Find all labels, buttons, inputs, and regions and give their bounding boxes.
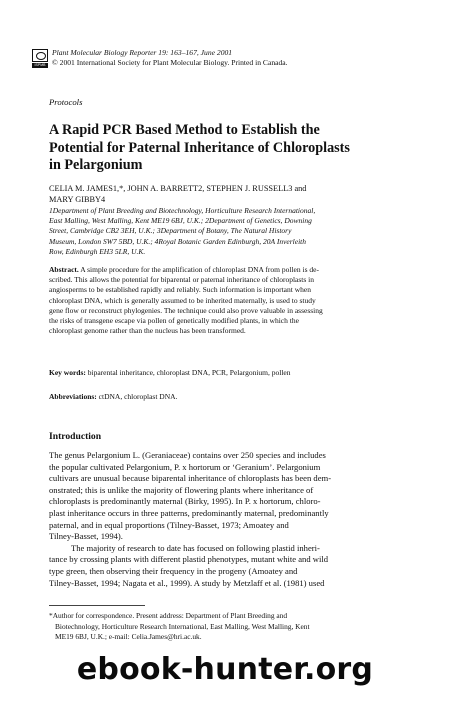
- introduction-heading: Introduction: [49, 431, 102, 442]
- body-line: cultivars are unusual because biparental inheritance of chloroplasts has been dem-: [49, 473, 332, 484]
- body-line: the popular cultivated Pelargonium, P. x hortorum or ‘Geranium’. Pelargonium: [49, 461, 321, 472]
- body-line: onstrated; this is unlike the majority of flowering plants where inheritance of: [49, 484, 314, 495]
- abstract-line: A simple procedure for the amplification of chloroplast DNA from pollen is de-: [80, 265, 319, 274]
- title-line: Potential for Paternal Inheritance of Chloroplasts: [49, 139, 350, 156]
- footnote: [49, 611, 411, 643]
- affiliations: [49, 206, 411, 257]
- abbreviations-text: ctDNA, chloroplast DNA.: [98, 392, 178, 401]
- footnote-line: ME19 6BJ, U.K.; e-mail: Celia.James@hri.ac.uk.: [55, 632, 202, 642]
- body-line: paternal, and in equal proportions (Tilney-Basset, 1973; Amoatey and: [49, 519, 289, 530]
- affiliation-line: Street, Cambridge CB2 3EH, U.K.; 3Department of Botany, The Natural History: [49, 226, 292, 236]
- abstract-label: Abstract.: [49, 265, 79, 274]
- abstract: [49, 265, 411, 336]
- paper-title: [49, 122, 409, 175]
- watermark: ebook-hunter.org: [76, 652, 374, 687]
- journal-citation: Plant Molecular Biology Reporter 19: 163–167, June 2001: [52, 48, 233, 57]
- body-line: Tilney-Basset, 1994; Nagata et al., 1999). A study by Metzlaff et al. (1981) used: [49, 577, 325, 588]
- body-line: plast inheritance occurs in three patterns, predominantly maternal, predominantly: [49, 507, 329, 518]
- keywords: [49, 368, 411, 378]
- introduction-body: [49, 450, 411, 589]
- body-line: The majority of research to date has focused on following plastid inheri-: [71, 542, 320, 553]
- affiliation-line: Row, Edinburgh EH3 5LR, U.K.: [49, 246, 146, 256]
- body-line: The genus Pelargonium L. (Geraniaceae) contains over 250 species and includes: [49, 450, 326, 460]
- journal-logo-icon: [32, 49, 48, 62]
- body-line: chloroplasts is predominantly maternal (Birky, 1995). In P. x hortorum, chloro-: [49, 496, 321, 507]
- title-line: in Pelargonium: [49, 157, 143, 173]
- affiliation-line: East Malling, West Malling, Kent ME19 6BJ, U.K.; 2Department of Genetics, Downing: [49, 216, 312, 226]
- journal-logo-text: ISPMB: [34, 63, 46, 67]
- authors-line: CELIA M. JAMES1,*, JOHN A. BARRETT2, STEPHEN J. RUSSELL3 and: [49, 184, 307, 193]
- abbreviations-label: Abbreviations:: [49, 392, 97, 401]
- affiliation-line: 1Department of Plant Breeding and Biotechnology, Horticulture Research International,: [49, 206, 316, 215]
- footnote-divider: [49, 605, 145, 606]
- affiliation-line: Museum, London SW7 5BD, U.K.; 4Royal Botanic Garden Edinburgh, 20A Inverleith: [49, 236, 306, 246]
- keywords-text: biparental inheritance, chloroplast DNA, PCR, Pelargonium, pollen: [87, 368, 291, 377]
- keywords-label: Key words:: [49, 368, 86, 377]
- section-label: Protocols: [49, 97, 83, 107]
- abstract-line: chloroplast genome rather than the nucleus has been transformed.: [49, 326, 246, 336]
- journal-header: [32, 48, 432, 68]
- title-line: A Rapid PCR Based Method to Establish the: [49, 122, 320, 138]
- body-line: tance by crossing plants with different plastid phenotypes, mutant white and wild: [49, 554, 329, 565]
- author-list: [49, 184, 409, 205]
- footnote-line: Biotechnology, Horticulture Research International, East Malling, West Malling, Kent: [55, 621, 310, 631]
- abstract-line: the risks of transgene escape via pollen of genetically modified plants, in which the: [49, 316, 299, 326]
- footnote-line: *Author for correspondence. Present address: Department of Plant Breeding and: [49, 611, 288, 620]
- body-line: Tilney-Basset, 1994).: [49, 531, 123, 542]
- abstract-line: chloroplast DNA, which is generally assumed to be inherited maternally, is used to study: [49, 295, 316, 305]
- abstract-line: gene flow or reconstruct phylogenies. The technique could also prove valuable in assessing: [49, 305, 323, 315]
- body-line: type green, then observing their frequency in the progeny (Amoatey and: [49, 565, 298, 576]
- journal-logo-bar: [32, 63, 48, 68]
- abbreviations: [49, 392, 411, 402]
- abstract-line: angiosperms to be established rapidly and reliably. Such information is important when: [49, 285, 311, 295]
- authors-line: MARY GIBBY4: [49, 194, 106, 204]
- journal-copyright: © 2001 International Society for Plant Molecular Biology. Printed in Canada.: [52, 58, 288, 67]
- abstract-line: scribed. This allows the potential for biparental or paternal inheritance of chloroplasts in: [49, 275, 314, 285]
